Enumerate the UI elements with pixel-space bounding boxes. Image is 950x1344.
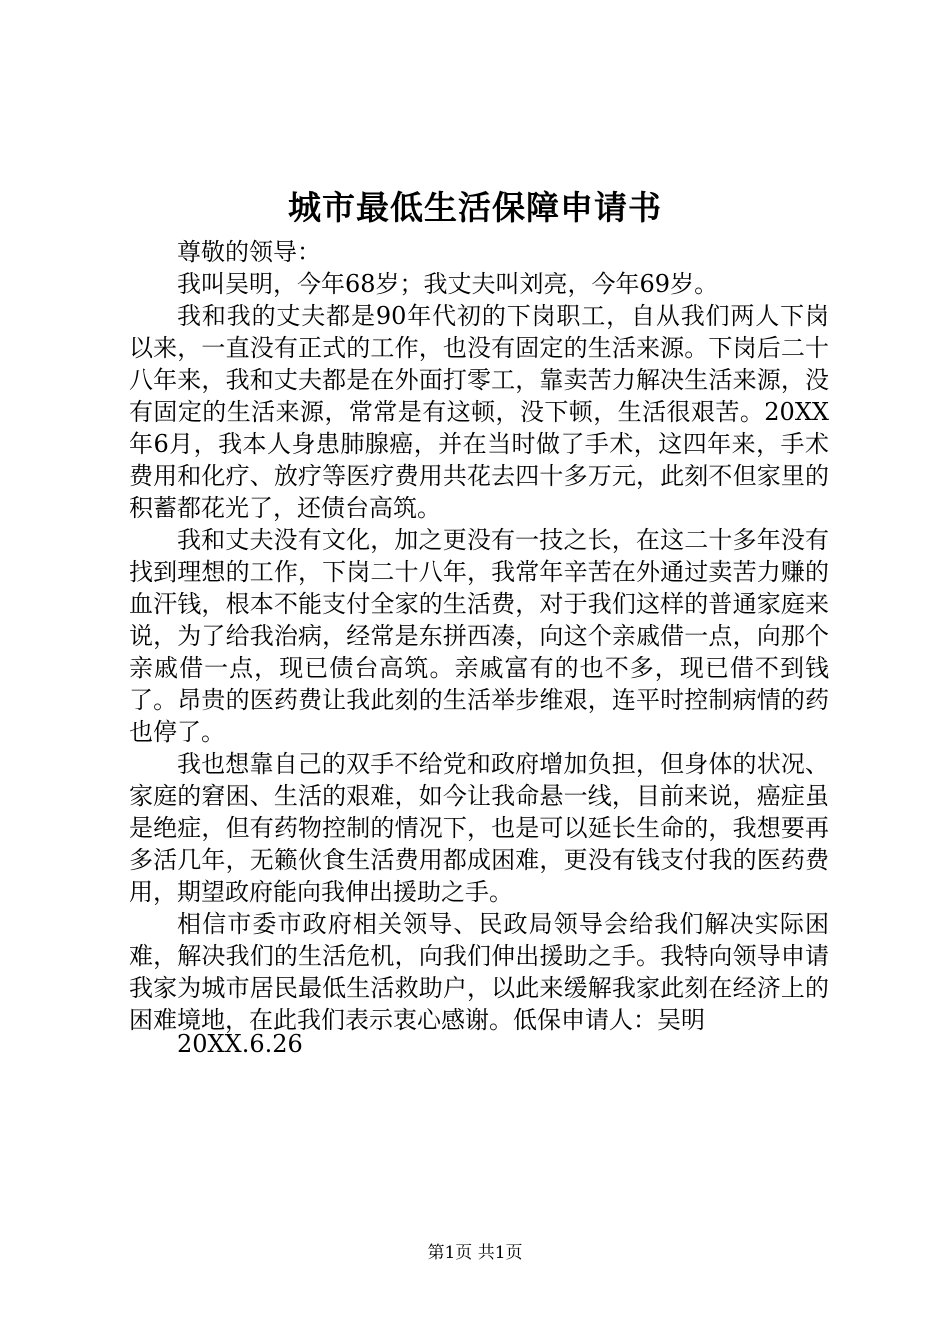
- page-footer: 第1页 共1页: [427, 1243, 523, 1263]
- paragraph: 我也想靠自己的双手不给党和政府增加负担，但身体的状况、家庭的窘困、生活的艰难，如今让我命悬一线，目前来说，癌症虽是绝症，但有药物控制的情况下，也是可以延长生命的，我想要再多活几年，无籁伙食生活费用都成困难，更没有钱支付我的医药费用，期望政府能向我伸出援助之手。: [129, 750, 829, 906]
- paragraph: 我和丈夫没有文化，加之更没有一技之长，在这二十多年没有找到理想的工作，下岗二十八年，我常年辛苦在外通过卖苦力赚的血汗钱，根本不能支付全家的生活费，对于我们这样的普通家庭来说，为了给我治病，经常是东拼西凑，向这个亲戚借一点，向那个亲戚借一点，现已债台高筑。亲戚富有的也不多，现已借不到钱了。昂贵的医药费让我此刻的生活举步维艰，连平时控制病情的药也停了。: [129, 526, 829, 746]
- document-title: 城市最低生活保障申请书: [288, 188, 662, 227]
- signature-date: 20XX.6.26: [177, 1030, 303, 1058]
- paragraph: 我和我的丈夫都是90年代初的下岗职工，自从我们两人下岗以来，一直没有正式的工作，也没有固定的生活来源。下岗后二十八年来，我和丈夫都是在外面打零工，靠卖苦力解决生活来源，没有固定的生活来源，常常是有这顿，没下顿，生活很艰苦。20XX年6月，我本人身患肺腺癌，并在当时做了手术，这四年来，手术费用和化疗、放疗等医疗费用共花去四十多万元，此刻不但家里的积蓄都花光了，还债台高筑。: [129, 302, 829, 522]
- paragraph: 我叫吴明，今年68岁；我丈夫叫刘亮，今年69岁。: [177, 270, 719, 298]
- paragraph: 相信市委市政府相关领导、民政局领导会给我们解决实际困难，解决我们的生活危机，向我们伸出援助之手。我特向领导申请我家为城市居民最低生活救助户，以此来缓解我家此刻在经济上的困难境地，在此我们表示衷心感谢。低保申请人：吴明: [129, 910, 829, 1034]
- salutation: 尊敬的领导：: [177, 238, 321, 266]
- document-body: [129, 236, 829, 1036]
